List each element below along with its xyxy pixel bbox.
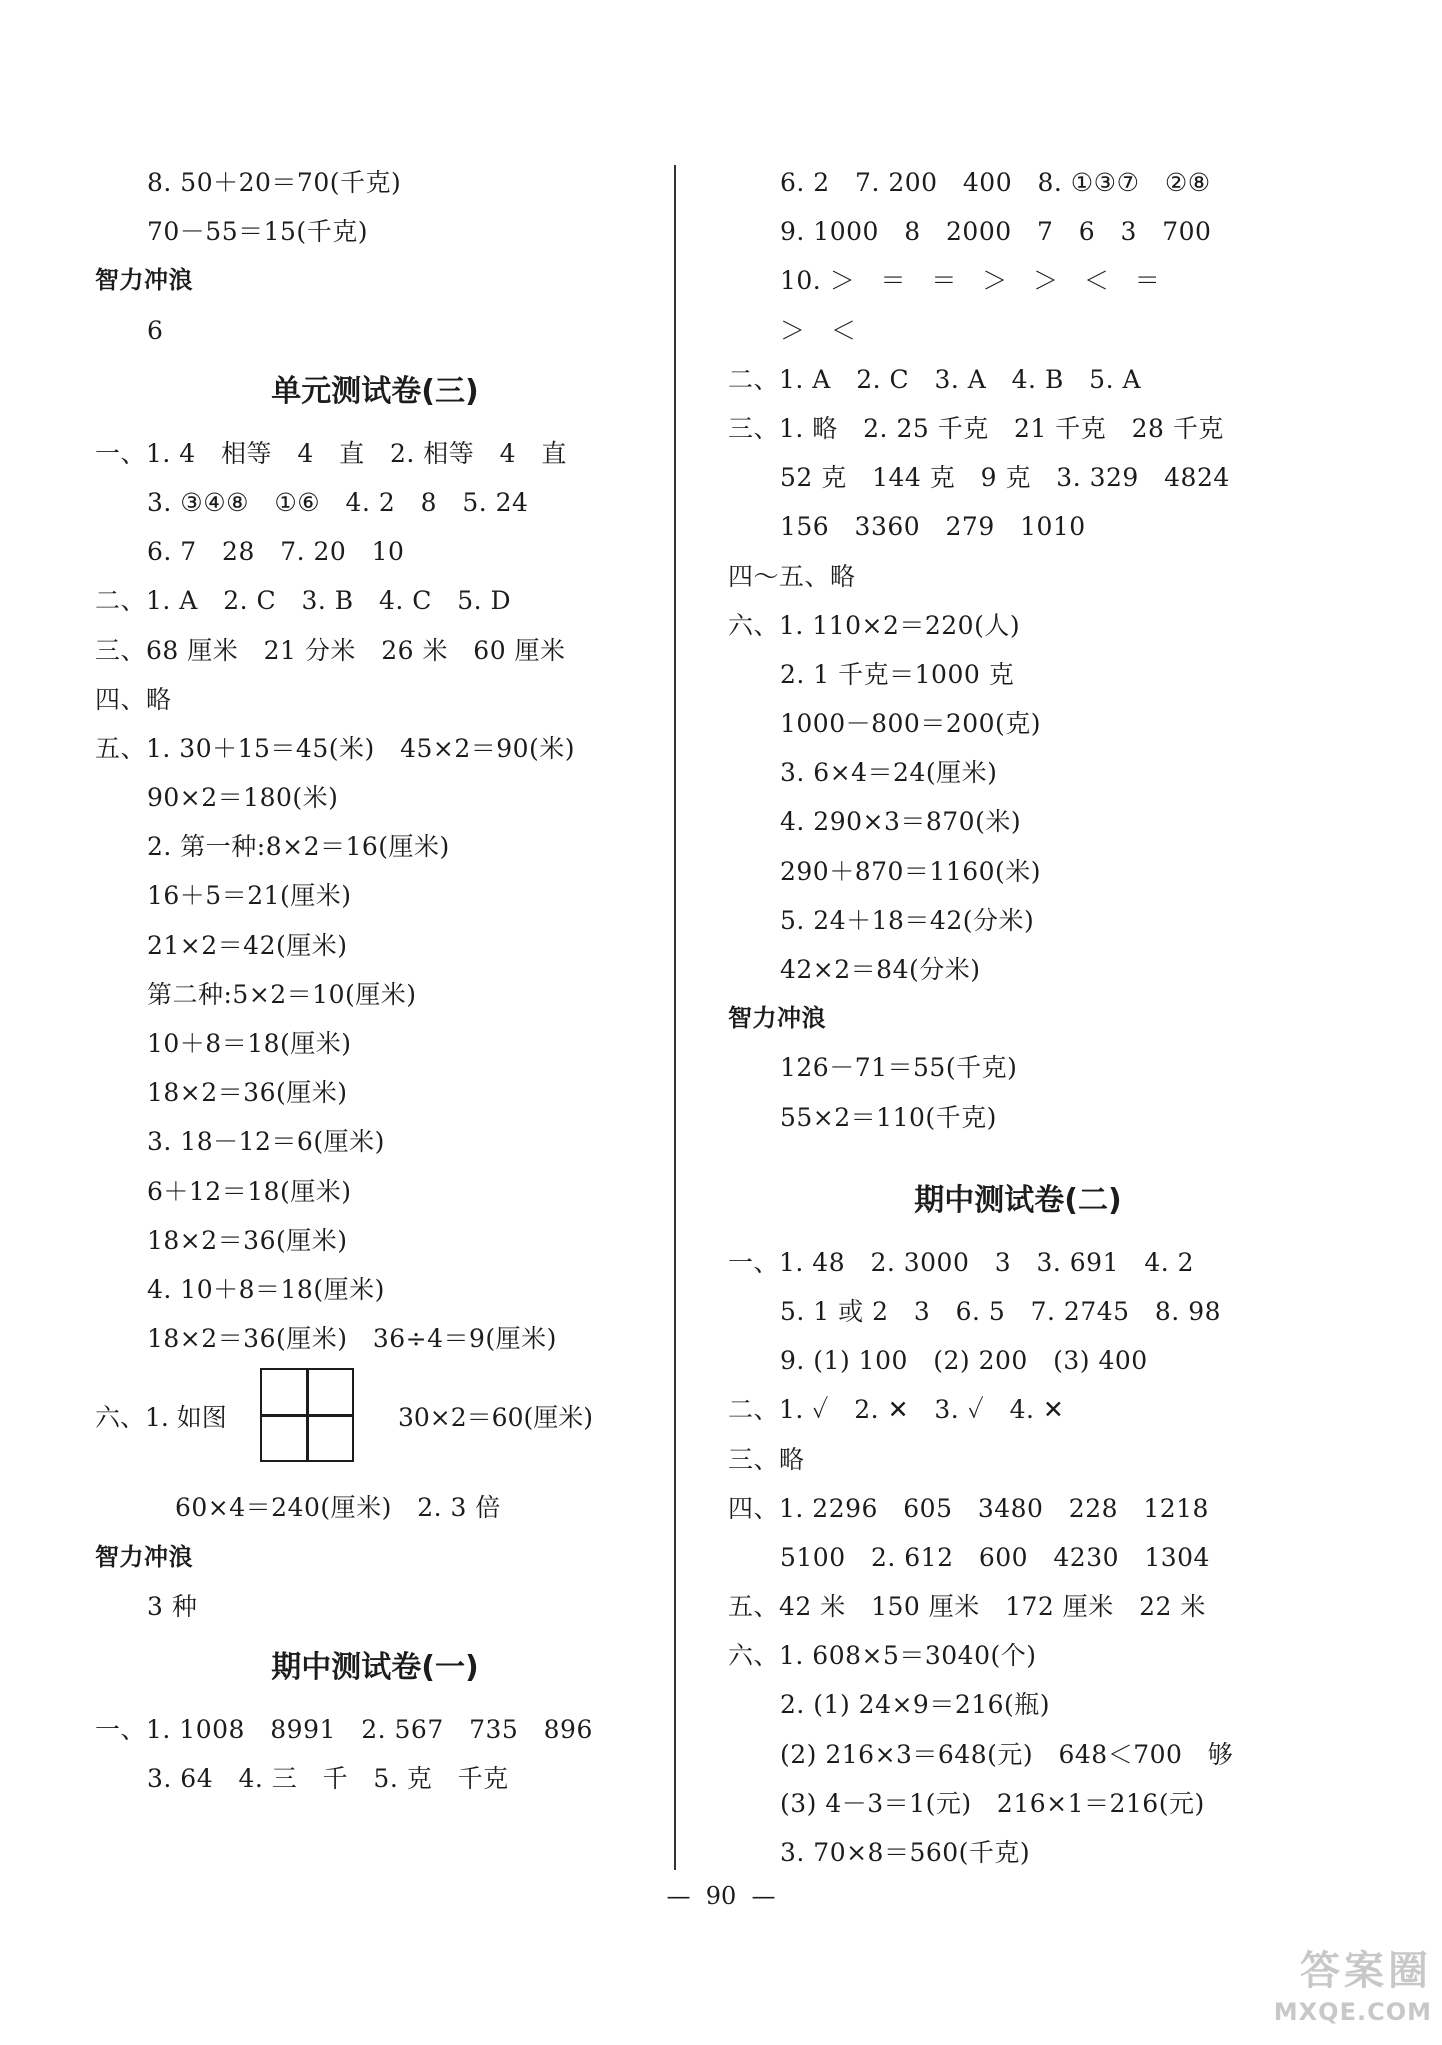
spacer [728, 1142, 1308, 1164]
answer-line: 二、1. ✓ 2. ✕ 3. ✓ 4. ✕ [728, 1395, 1065, 1425]
answer-line: 四、略 [95, 684, 172, 714]
answer-line: 3. 18－12＝6(厘米) [147, 1127, 385, 1157]
answer-line: 5. 1 或 2 3 6. 5 7. 2745 8. 98 [780, 1296, 1222, 1326]
answer-line: 4. 290×3＝870(米) [780, 807, 1022, 837]
answer-line: 90×2＝180(米) [147, 783, 339, 813]
test-title: 期中测试卷(二) [914, 1182, 1122, 1218]
answer-line: 156 3360 279 1010 [780, 512, 1086, 542]
answer-line: 42×2＝84(分米) [780, 955, 981, 984]
answer-line: 126－71＝55(千克) [780, 1053, 1018, 1083]
answer-line: 三、略 [728, 1444, 805, 1474]
square-grid-figure [260, 1368, 354, 1462]
answer-line: 60×4＝240(厘米) 2. 3 倍 [175, 1493, 501, 1523]
answer-line: 六、1. 608×5＝3040(个) [728, 1641, 1037, 1671]
answer-line: 3 种 [147, 1591, 198, 1621]
answer-line: 二、1. A 2. C 3. A 4. B 5. A [728, 364, 1142, 394]
answer-line: 三、1. 略 2. 25 千克 21 千克 28 千克 [728, 413, 1224, 443]
answer-line: 10. ＞ ＝ ＝ ＞ ＞ ＜ ＝ [780, 266, 1161, 296]
answer-line: 6＋12＝18(厘米) [147, 1176, 352, 1206]
answer-line: 5100 2. 612 600 4230 1304 [780, 1542, 1210, 1572]
answer-line: 2. 第一种:8×2＝16(厘米) [147, 832, 450, 862]
answer-line: 9. 1000 8 2000 7 6 3 700 [780, 217, 1212, 247]
page-number: — 90 — [666, 1882, 776, 1910]
answer-line: 2. 1 千克＝1000 克 [780, 659, 1015, 689]
answer-line: 四、1. 2296 605 3480 228 1218 [728, 1493, 1209, 1523]
right-column [728, 158, 1308, 1877]
answer-line: 52 克 144 克 9 克 3. 329 4824 [780, 463, 1230, 493]
answer-line: 10＋8＝18(厘米) [147, 1029, 352, 1058]
answer-line: 16＋5＝21(厘米) [147, 881, 352, 911]
answer-equation: 30×2＝60(厘米) [398, 1403, 593, 1433]
answer-line: (2) 216×3＝648(元) 648＜700 够 [780, 1739, 1234, 1769]
answer-line: 一、1. 48 2. 3000 3 3. 691 4. 2 [728, 1247, 1195, 1277]
answer-line: 三、68 厘米 21 分米 26 米 60 厘米 [95, 635, 566, 665]
test-title: 期中测试卷(一) [271, 1649, 479, 1685]
watermark-logo [1232, 1947, 1432, 2037]
answer-line: 21×2＝42(厘米) [147, 930, 348, 960]
grid-horizontal-line [262, 1414, 352, 1417]
answer-line: (3) 4－3＝1(元) 216×1＝216(元) [780, 1788, 1205, 1818]
answer-line: 55×2＝110(千克) [780, 1102, 997, 1132]
answer-label: 六、1. 如图 [95, 1403, 227, 1433]
section-heading: 智力冲浪 [728, 1004, 826, 1033]
answer-line: 8. 50＋20＝70(千克) [147, 168, 402, 197]
left-column [95, 158, 655, 1803]
answer-line: 四～五、略 [728, 561, 856, 591]
answer-line: 9. (1) 100 (2) 200 (3) 400 [780, 1346, 1148, 1376]
answer-line: 5. 24＋18＝42(分米) [780, 905, 1035, 935]
answer-line: 1000－800＝200(克) [780, 709, 1042, 739]
answer-line: 六、1. 110×2＝220(人) [728, 610, 1021, 640]
answer-line: 五、1. 30＋15＝45(米) 45×2＝90(米) [95, 733, 576, 763]
answer-line: 18×2＝36(厘米) [147, 1225, 348, 1255]
answer-line: 6 [147, 315, 164, 345]
figure-answer-row [95, 1363, 655, 1483]
answer-line: 6. 2 7. 200 400 8. ①③⑦ ②⑧ [780, 168, 1211, 197]
answer-line: 18×2＝36(厘米) 36÷4＝9(厘米) [147, 1324, 557, 1354]
answer-line: 五、42 米 150 厘米 172 厘米 22 米 [728, 1592, 1206, 1622]
column-divider [674, 165, 676, 1870]
section-heading: 智力冲浪 [95, 1542, 193, 1571]
answer-line: 3. ③④⑧ ①⑥ 4. 2 8 5. 24 [147, 487, 529, 517]
answer-line: 3. 64 4. 三 千 5. 克 千克 [147, 1764, 509, 1794]
section-heading: 智力冲浪 [95, 266, 193, 295]
watermark-text: 答案圈 [1300, 1948, 1432, 1994]
answer-line: 一、1. 4 相等 4 直 2. 相等 4 直 [95, 438, 567, 468]
answer-line: 第二种:5×2＝10(厘米) [147, 979, 417, 1009]
answer-line: 70－55＝15(千克) [147, 217, 368, 247]
answer-line: 4. 10＋8＝18(厘米) [147, 1274, 385, 1304]
answer-line: 3. 70×8＝560(千克) [780, 1838, 1031, 1867]
answer-line: 一、1. 1008 8991 2. 567 735 896 [95, 1714, 593, 1744]
answer-line: 6. 7 28 7. 20 10 [147, 537, 405, 567]
answer-line: 18×2＝36(厘米) [147, 1078, 348, 1108]
answer-line: 290＋870＝1160(米) [780, 856, 1042, 886]
test-title: 单元测试卷(三) [271, 373, 479, 409]
answer-line: 二、1. A 2. C 3. B 4. C 5. D [95, 586, 512, 616]
answer-line: 2. (1) 24×9＝216(瓶) [780, 1690, 1051, 1720]
watermark-url: MXQE.COM [1273, 1998, 1432, 2026]
answer-line: 3. 6×4＝24(厘米) [780, 758, 998, 788]
answer-line: ＞ ＜ [780, 315, 857, 345]
